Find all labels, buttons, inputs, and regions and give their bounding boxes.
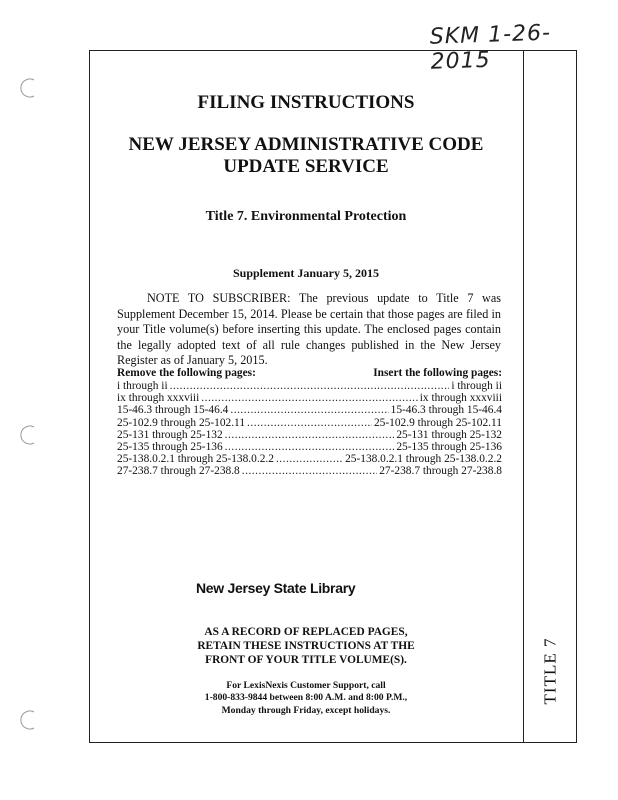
table-row: [117, 404, 502, 416]
supplement-date: Supplement January 5, 2015: [232, 266, 380, 280]
dot-leader: [247, 417, 372, 429]
remove-range: 27-238.7 through 27-238.8: [117, 465, 240, 478]
insert-pages-header: Insert the following pages:: [373, 367, 502, 379]
customer-support-notice: [89, 680, 523, 717]
remove-range: 25-135 through 25-136: [117, 440, 223, 453]
dot-leader: [242, 465, 377, 477]
punch-hole-mark-bottom: [20, 710, 38, 730]
remove-range: 25-102.9 through 25-102.11: [117, 416, 246, 429]
tab-label: TITLE 7: [540, 637, 560, 705]
insert-range: 25-131 through 25-132: [396, 428, 502, 441]
insert-range: i through ii: [451, 380, 502, 392]
title-heading: Title 7. Environmental Protection: [205, 209, 407, 224]
dot-leader: [170, 380, 450, 392]
dot-leader: [201, 392, 417, 404]
remove-range: 15-46.3 through 15-46.4: [117, 404, 229, 417]
table-row: [117, 441, 502, 453]
support-line: 1-800-833-9844 between 8:00 A.M. and 8:00 P.M.,: [204, 692, 408, 704]
dot-leader: [225, 441, 395, 453]
record-notice: [89, 625, 523, 667]
dot-leader: [225, 429, 395, 441]
title-tab: [523, 50, 577, 743]
subtitle-line-2: UPDATE SERVICE: [223, 156, 389, 177]
table-row: [117, 380, 502, 392]
insert-range: 25-102.9 through 25-102.11: [373, 416, 502, 429]
punch-hole-mark-top: [20, 78, 38, 98]
note-to-subscriber: NOTE TO SUBSCRIBER: The previous update to Title 7 was Supplement December 15, 2014. Please be certain that those pages are filed in your Title volume(s) before inserting this update. The enclosed pages contain the legally adopted text of all rule changes published in the New Jersey Register as of January 5, 2015.: [117, 291, 501, 367]
insert-range: 25-138.0.2.1 through 25-138.0.2.2: [345, 453, 502, 466]
support-line: Monday through Friday, except holidays.: [221, 704, 391, 716]
insert-range: 15-46.3 through 15-46.4: [390, 404, 502, 417]
record-notice-line: AS A RECORD OF REPLACED PAGES,: [204, 626, 408, 638]
dot-leader: [276, 453, 343, 465]
remove-pages-header: Remove the following pages:: [117, 367, 256, 379]
insert-range: 27-238.7 through 27-238.8: [379, 465, 502, 478]
record-notice-line: FRONT OF YOUR TITLE VOLUME(S).: [205, 654, 407, 666]
remove-range: 25-138.0.2.1 through 25-138.0.2.2: [117, 453, 274, 466]
support-line: For LexisNexis Customer Support, call: [226, 680, 386, 691]
document-title: FILING INSTRUCTIONS: [197, 92, 415, 113]
insert-range: ix through xxxviii: [419, 392, 502, 405]
library-stamp: New Jersey State Library: [196, 580, 356, 596]
table-row: [117, 429, 502, 441]
subtitle-line-1: NEW JERSEY ADMINISTRATIVE CODE: [128, 134, 484, 155]
handwritten-annotation: SKM 1-26-2015: [429, 20, 552, 75]
table-row: [117, 392, 502, 404]
page-list-table: [117, 367, 502, 478]
remove-range: ix through xxxviii: [117, 392, 200, 405]
dot-leader: [230, 404, 388, 416]
insert-range: 25-135 through 25-136: [396, 440, 502, 453]
record-notice-line: RETAIN THESE INSTRUCTIONS AT THE: [197, 640, 415, 652]
remove-range: i through ii: [117, 380, 168, 392]
table-row: [117, 417, 502, 429]
punch-hole-mark-middle: [20, 425, 38, 445]
remove-range: 25-131 through 25-132: [117, 428, 223, 441]
table-row: [117, 465, 502, 477]
table-row: [117, 453, 502, 465]
